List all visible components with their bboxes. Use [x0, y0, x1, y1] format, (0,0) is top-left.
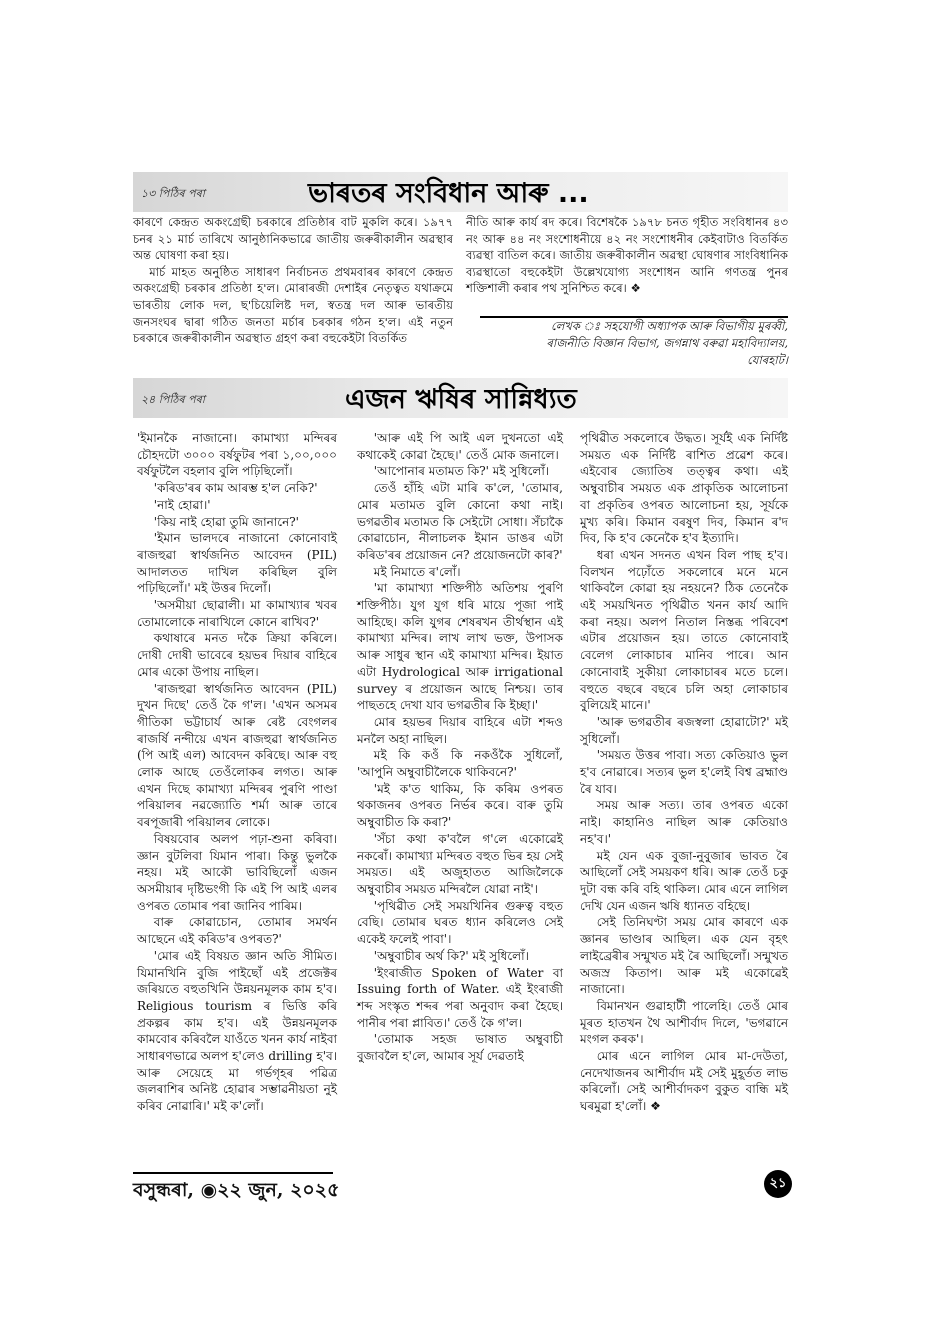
article2-column-1	[137, 430, 337, 1115]
article2-title: এজন ঋষিৰ সান্নিধ্যত	[345, 384, 577, 415]
paragraph: বাৰু কোৱাচোন, তোমাৰ সমৰ্থন আছেনে এই কৰিড'ৰ ওপৰত?'	[137, 915, 337, 947]
paragraph: 'তোমাক সহজ ভাষাত অম্বুবাচী বুজাবলৈ হ'লে, আমাৰ সূৰ্য দেৱতাই	[357, 1032, 563, 1064]
paragraph: 'মা কামাখ্যা শক্তিপীঠ অতিশয় পুৰণি শক্তিপীঠ। যুগ যুগ ধৰি মায়ে পূজা পাই আহিছে। কলি যুগৰ শেষৰখন তীৰ্থস্থান এই কামাখ্যা মন্দিৰ। লাখ লাখ ভক্ত, উপাসক আৰু সাধুৰ স্থান এই কামাখ্যা মন্দিৰ। ইয়াত এটা Hydrological আৰু irrigational survey ৰ প্ৰয়োজন আছে নিশ্চয়। তাৰ পাছতহে দেখা যাব ভগৱতীৰ কি ইচ্ছা।'	[357, 581, 563, 713]
paragraph: 'ৰাজহুৱা স্বাৰ্থজনিত আবেদন (PIL) দুখন দিছে' তেওঁ কৈ গ'ল। 'এখন অসমৰ গীতিকা ভট্টাচাৰ্য আৰু ৰেষ্ট বেংগলৰ ৰাজৰ্ষি নন্দীয়ে এখন ৰাজহুৱা স্বাৰ্থজনিত (পি আই এল) আবেদন কৰিছে। আৰু বহু লোক আছে তেওঁলোকৰ লগত। আৰু এখন দিছে কামাখ্যা মন্দিৰৰ পুৰণি পাণ্ডা পৰিয়ালৰ নৱজ্যোতি শৰ্মা আৰু তাৰে বৰপূজাৰী পৰিয়ালৰ লোকে।	[137, 681, 337, 830]
paragraph: 'সঁচা কথা ক'বলৈ গ'লে একোৱেই নকৰোঁ। কামাখ্যা মন্দিৰত বহুত ভিৰ হয় সেই সময়ত। এই অজুহাতত আজিলৈকে অম্বুবাচীৰ সময়ত মন্দিৰলৈ যোৱা নাই'।	[357, 831, 563, 896]
author-credit	[480, 318, 788, 369]
paragraph: 'মোৰ এই বিষয়ত জ্ঞান অতি সীমিত। যিমানখিনি বুজি পাইছোঁ এই প্ৰজেক্টৰ জৰিয়তে বহুতখিনি উন্নয়নমূলক কাম হ'ব। Religious tourism ৰ ভিত্তি কৰি প্ৰকল্পৰ কাম হ'ব। এই উন্নয়নমূলক কামবোৰ কৰিবলৈ যাওঁতে খনন কাৰ্য নাইবা সাধাৰণভাৱে অলপ হ'লেও drilling হ'ব। আৰু সেয়েহে মা গৰ্ভগৃহৰ পৱিত্ৰ জলৰাশিৰ অনিষ্ট হোৱাৰ সম্ভাৱনীয়তা নুই কৰিব নোৱাৰি।' মই ক'লোঁ।	[137, 948, 337, 1114]
paragraph: সময় আৰু সত্য। তাৰ ওপৰত একো নাই। কাহানিও নাছিল আৰু কেতিয়াও নহ'ব।'	[580, 798, 788, 846]
article1-right-column	[466, 214, 788, 297]
paragraph: ধৰা এখন সদনত এখন বিল পাছ হ'ব। বিলখন পঢ়োঁতে সকলোৰে মনে মনে থাকিবলৈ কোৱা হয় নহয়নে? ঠিক তেনেকৈ এই সময়খিনত পৃথিৱীত খনন কাৰ্য আদি কৰা নহয়। অলপ নিতাল নিস্তব্ধ পৰিবেশ এটাৰ প্ৰয়োজন হয়। তাতে কোনোবাই বেলেগ লোকাচাৰ মানিব পাৰে। আন কোনোবাই সুকীয়া লোকাচাৰৰ মতে চলে। বহুতে বছৰে বছৰে চলি অহা লোকাচাৰ বুলিয়েই মানে।'	[580, 547, 788, 713]
article1-banner	[133, 172, 788, 212]
paragraph: 'আৰু ভগৱতীৰ ৰজস্বলা হোৱাটো?' মই সুধিলোঁ।	[580, 714, 788, 746]
paragraph: 'ইমান ভালদৰে নাজানো কোনোবাই ৰাজহুৱা স্বাৰ্থজনিত আবেদন (PIL) আদালতত দাখিল কৰিছিল বুলি পঢ়িছিলোঁ।' মই উত্তৰ দিলোঁ।	[137, 531, 337, 596]
paragraph: তেওঁ হাঁহি এটা মাৰি ক'লে, 'তোমাৰ, মোৰ মতামত বুলি কোনো কথা নাই। ভগৱতীৰ মতামত কি সেইটো সোধা। সঁচাকৈ কোৱাচোন, নীলাচলক ইমান ডাঙৰ এটা কৰিড'ৰৰ প্ৰয়োজন নে? প্ৰয়োজনটো কাৰ?'	[357, 481, 563, 562]
author-line: যোৰহাট।	[747, 353, 788, 367]
article2-column-3	[580, 430, 788, 1115]
paragraph: 'কৰিড'ৰৰ কাম আৰম্ভ হ'ল নেকি?'	[153, 481, 318, 496]
article2-banner	[133, 378, 788, 418]
paragraph: 'আৰু এই পি আই এল দুখনতো এই কথাকেই কোৱা হৈছে।' তেওঁ মোক জনালে।	[357, 431, 563, 462]
paragraph: কথাষাৰে মনত দকৈ ক্ৰিয়া কৰিলে। দোষী দোষী ভাবেৰে হয়ভৰ দিয়াৰ বাহিৰে মোৰ একো উপায় নাছিল।	[137, 631, 337, 679]
author-line: ৰাজনীতি বিজ্ঞান বিভাগ, জগন্নাথ বৰুৱা মহাবিদ্যালয়,	[546, 336, 788, 350]
article1-left-column	[133, 214, 453, 347]
page-number: ২১	[764, 1170, 792, 1198]
paragraph: মাৰ্চ মাহত অনুষ্ঠিত সাধাৰণ নিৰ্বাচনত প্ৰথমবাৰৰ কাৰণে কেন্দ্ৰত অকংগ্ৰেছী চৰকাৰ প্ৰতিষ্ঠা হ'ল। মোৰাৰজী দেশাইৰ নেতৃত্বত যথাক্ৰমে ভাৰতীয় লোক দল, ছ'চিয়েলিষ্ট দল, স্বতন্ত্ৰ দল আৰু ভাৰতীয় জনসংঘৰ দ্বাৰা গঠিত জনতা মৰ্চাৰ চৰকাৰ গঠন হ'ল। এই নতুন চৰকাৰে জৰুৰীকালীন অৱস্থাত গ্ৰহণ কৰা বহুকেইটা বিতৰ্কিত	[133, 264, 453, 346]
author-line: লেখক ঃ সহযোগী অধ্যাপক আৰু বিভাগীয় মুৰব্বী,	[551, 319, 788, 333]
footer-masthead: বসুন্ধৰা, ◉২২ জুন, ২০২৫	[133, 1179, 340, 1201]
paragraph: মই নিমাতে ৰ'লোঁ।	[373, 564, 461, 579]
article2-column-2	[357, 430, 563, 1065]
paragraph: 'আপোনাৰ মতামত কি?' মই সুধিলোঁ।	[373, 464, 550, 479]
paragraph: 'অসমীয়া ছোৱালী। মা কামাখ্যাৰ খবৰ তোমালোকে নাৰাখিলে কোনে ৰাখিব?'	[137, 598, 337, 629]
paragraph: 'মই ক'ত থাকিম, কি কৰিম ওপৰত থকাজনৰ ওপৰত নিৰ্ভৰ কৰে। বাৰু তুমি অম্বুবাচীত কি কৰা?'	[357, 781, 563, 830]
paragraph: নীতি আৰু কাৰ্য ৰদ কৰে। বিশেষকৈ ১৯৭৮ চনত গৃহীত সংবিধানৰ ৪৩ নং আৰু ৪৪ নং সংশোধনীয়ে ৪২ নং সংশোধনীৰ কেইবাটাও বিতৰ্কিত ব্যৱস্থা বাতিল কৰে। জাতীয় জৰুৰীকালীন অৱস্থা ঘোষণাৰ সাংবিধানিক ব্যৱস্থাতো বহুকেইটা উল্লেখযোগ্য সংশোধন আনি গণতন্ত্ৰ পুনৰ শক্তিশালী কৰাৰ পথ সুনিশ্চিত কৰে। ❖	[466, 215, 788, 296]
paragraph: মই যেন এক বুজা-নুবুজাৰ ভাবত ৰৈ আছিলোঁ সেই সময়কণ ধৰি। আৰু তেওঁ চকু দুটা বন্ধ কৰি বহি থাকিল। মোৰ এনে লাগিল দেখি যেন এজন ঋষি ধ্যানত বহিছে।	[580, 848, 788, 913]
paragraph: 'সময়ত উত্তৰ পাবা। সত্য কেতিয়াও ভুল হ'ব নোৱাৰে। সত্যৰ ভুল হ'লেই বিশ্ব ব্ৰহ্মাণ্ড ৰৈ যাব।	[580, 748, 788, 796]
paragraph: 'কিয় নাই হোৱা তুমি জানানে?'	[153, 514, 299, 529]
paragraph: বিমানখন গুৱাহাটী পালেহি। তেওঁ মোৰ মূৰত হাতখন থৈ আশীৰ্বাদ দিলে, 'ভগৱানে মংগল কৰক'।	[580, 998, 788, 1047]
paragraph: মোৰ হয়ভৰ দিয়াৰ বাহিৰে এটা শব্দও মনলৈ অহা নাছিল।	[357, 714, 563, 746]
article2-continued-from: ২৪ পিঠিৰ পৰা	[141, 393, 205, 406]
article1-title: ভাৰতৰ সংবিধান আৰু ...	[308, 178, 589, 209]
footer-rule	[133, 1172, 333, 1174]
paragraph: 'ইংৰাজীত Spoken of Water বা Issuing forth of Water. এই ইংৰাজী শব্দ সংস্কৃত শব্দৰ পৰা অনুবাদ কৰা হৈছে। পানীৰ পৰা প্লাবিত।' তেওঁ কৈ গ'ল।	[357, 965, 563, 1030]
paragraph: মই কি কওঁ কি নকওঁকৈ সুধিলোঁ, 'আপুনি অম্বুবাচীলৈকে থাকিবনে?'	[357, 748, 563, 780]
paragraph: 'পৃথিৱীত সেই সময়খিনিৰ গুৰুত্ব বহুত বেছি। তোমাৰ ঘৰত ধ্যান কৰিলেও সেই একেই ফলেই পাবা'।	[357, 898, 563, 947]
paragraph: 'অম্বুবাচীৰ অৰ্থ কি?' মই সুধিলোঁ।	[373, 948, 529, 963]
paragraph: মোৰ এনে লাগিল মোৰ মা-দেউতা, নেদেখাজনৰ আশীৰ্বাদ মই সেই মুহূৰ্তত লাভ কৰিলোঁ। সেই আশীৰ্বাদকণ বুকুত বান্ধি মই ঘৰমুৱা হ'লোঁ। ❖	[580, 1049, 788, 1114]
paragraph: বিষয়বোৰ অলপ পঢ়া-শুনা কৰিবা। জ্ঞান বুটলিবা যিমান পাৰা। কিন্তু ভুলকৈ নহয়। মই আকৌ ভাবিছিলোঁ এজন অসমীয়াৰ দৃষ্টিভংগী কি এই পি আই এলৰ ওপৰত তোমাৰ পৰা জানিব পাৰিম।	[137, 831, 337, 913]
paragraph: পৃথিৱীত সকলোৰে উদ্ধত। সূৰ্যই এক নিৰ্দিষ্ট সময়ত এক নিৰ্দিষ্ট ৰাশিত প্ৰৱেশ কৰে। এইবোৰ জ্যোতিষ তত্ত্বৰ কথা। এই অম্বুবাচীৰ সময়ত এক প্ৰাকৃতিক আলোচনা বা প্ৰকৃতিৰ ওপৰত আলোচনা হয়, সূৰ্যকে মুখ্য কৰি। কিমান বৰষুণ দিব, কিমান ৰ'দ দিব, কি হ'ব কেনেকৈ হ'ব ইত্যাদি।	[580, 431, 788, 546]
paragraph: 'নাই হোৱা।'	[153, 497, 211, 512]
article1-continued-from: ১৩ পিঠিৰ পৰা	[141, 187, 205, 200]
paragraph: 'ইমানকৈ নাজানো। কামাখ্যা মন্দিৰৰ চৌহদটো ৩০০০ বৰ্ষফুটৰ পৰা ১,০০,০০০ বৰ্ষফুটলৈ বহলাব বুলি পঢ়িছিলোঁ।	[137, 431, 337, 479]
paragraph: কাৰণে কেন্দ্ৰত অকংগ্ৰেছী চৰকাৰে প্ৰতিষ্ঠাৰ বাট মুকলি কৰে। ১৯৭৭ চনৰ ২১ মাৰ্চ তাৰিখে আনুষ্ঠানিকভাৱে জাতীয় জৰুৰীকালীন অৱস্থাৰ অন্ত ঘোষণা কৰা হয়।	[133, 215, 453, 263]
paragraph: সেই তিনিঘণ্টা সময় মোৰ কাৰণে এক জ্ঞানৰ ভাণ্ডাৰ আছিল। এক যেন বৃহৎ লাইব্ৰেৰীৰ সন্মুখত মই ৰৈ আছিলোঁ। সন্মুখত অজস্ৰ কিতাপ। আৰু মই একোৱেই নাজানো।	[580, 915, 788, 997]
